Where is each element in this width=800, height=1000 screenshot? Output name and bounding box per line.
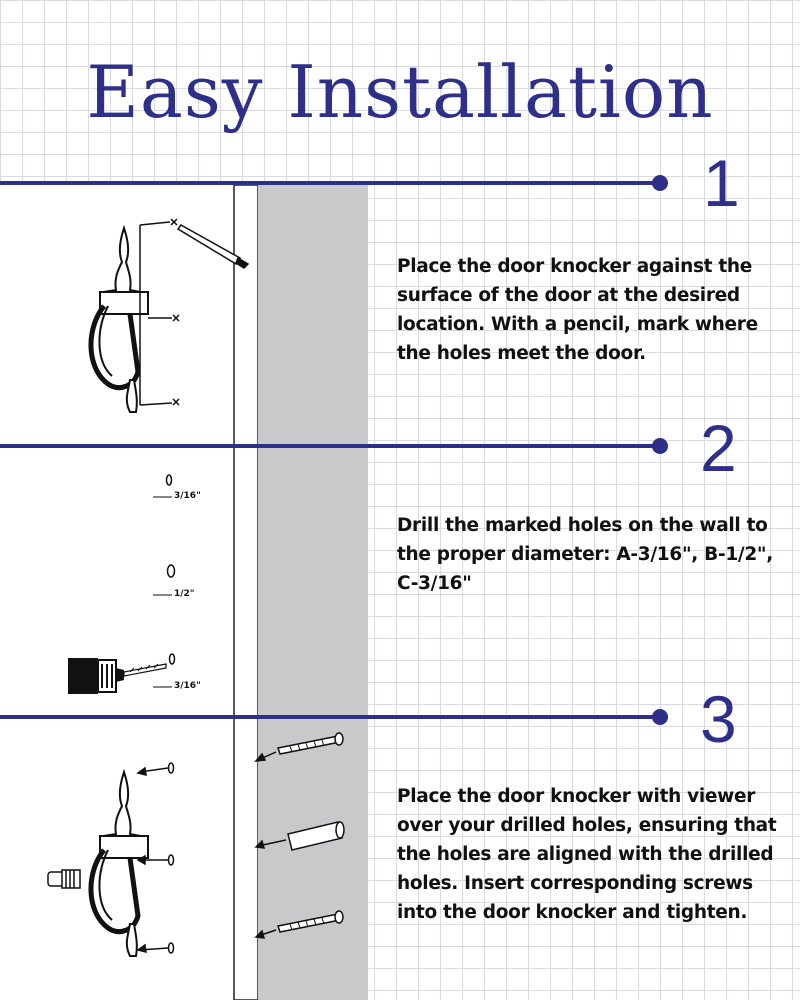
arrow-icons — [138, 752, 286, 952]
step-1-number: 1 — [703, 146, 740, 220]
viewer-icon — [48, 870, 80, 888]
hole-b-size-label: 1/2" — [174, 589, 195, 599]
step-3-number: 3 — [700, 682, 737, 756]
hole-c-size-label: 3/16" — [174, 681, 201, 691]
screw-icon — [278, 733, 343, 754]
screw-hole-markers — [169, 763, 174, 953]
page-title: Easy Installation — [86, 50, 714, 134]
screw-icon — [278, 911, 343, 932]
step-2-instructions: Drill the marked holes on the wall to the proper diameter: A-3/16", B-1/2", C-3/16" — [397, 515, 774, 594]
step-3-instructions: Place the door knocker with viewer over your drilled holes, ensuring that the holes are aligned with the drilled holes. Insert corresponding screws into the door knocker and tighten. — [397, 786, 777, 923]
anchor-sleeve-icon — [288, 822, 344, 850]
step-1-instructions: Place the door knocker against the surface of the door at the desired location. With a pencil, mark where the holes meet the door. — [397, 256, 758, 364]
step-2-number: 2 — [700, 411, 737, 485]
door-knocker-icon — [91, 772, 148, 956]
hole-a-size-label: 3/16" — [174, 491, 201, 501]
